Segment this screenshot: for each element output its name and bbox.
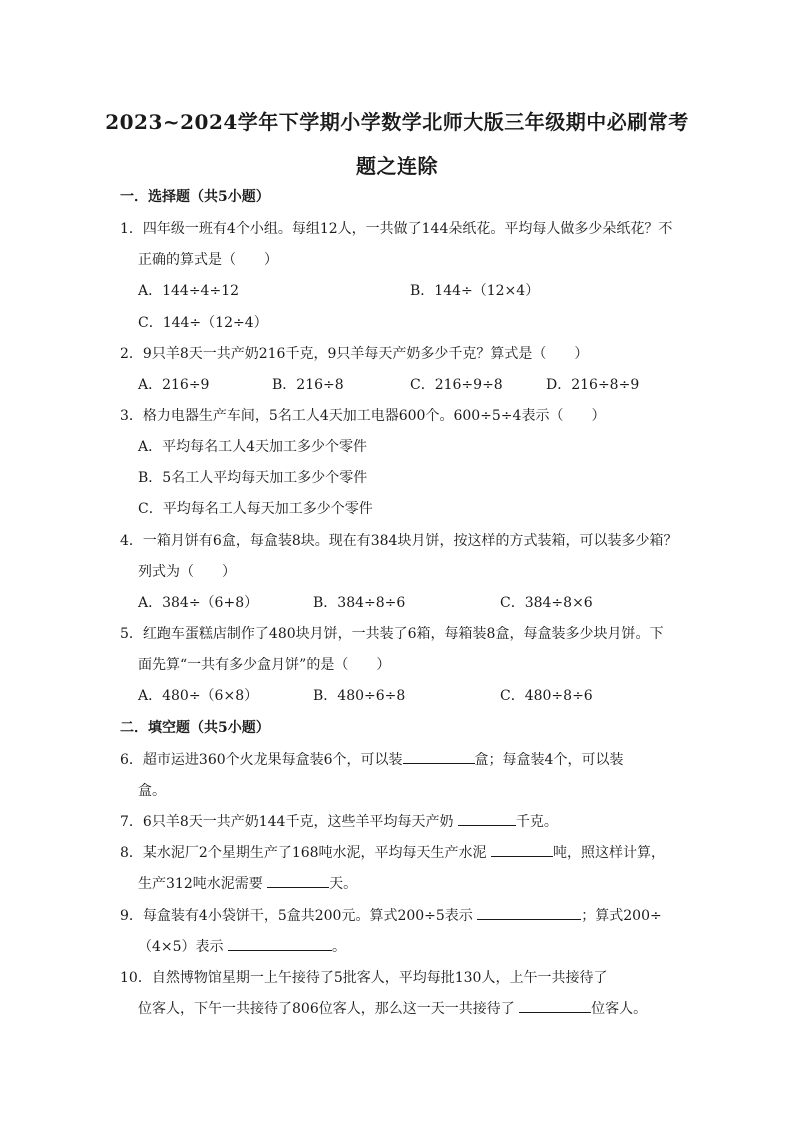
question-9-text-part-1: 9．每盒装有4小袋饼干，5盒共200元。算式200÷5表示: [120, 908, 478, 924]
question-8-blank-1[interactable]: [491, 844, 553, 857]
question-6-text-part-2: 盒；每盒装4个，可以装: [474, 752, 624, 768]
question-1-text: 1．四年级一班有4个小组。每组12人，一共做了144朵纸花。平均每人做多少朵纸花？不: [120, 221, 673, 237]
question-4-option-c[interactable]: C．384÷8×6: [500, 595, 593, 611]
question-7-blank-1[interactable]: [458, 813, 516, 826]
question-7-text-part-1: 7．6只羊8天一共产奶144千克，这些羊平均每天产奶: [120, 814, 458, 830]
question-9-text-cont: [138, 936, 698, 956]
question-10-text-part-2: 位客人，下午一共接待了806位客人，那么这一天一共接待了: [138, 1001, 520, 1017]
question-9-text: [120, 905, 680, 925]
question-3-option-a[interactable]: A．平均每名工人4天加工多少个零件: [138, 439, 368, 455]
question-9-text-part-4: 。: [332, 939, 346, 955]
question-2-option-c[interactable]: C．216÷9÷8: [410, 377, 503, 393]
question-6-blank-1[interactable]: [403, 751, 475, 764]
question-9-text-part-3: （4×5）表示: [138, 939, 228, 955]
question-10-text-cont: [138, 998, 698, 1018]
question-5-text-cont: 面先算“一共有多少盒月饼”的是（ ）: [138, 657, 391, 673]
question-5-option-a[interactable]: A．480÷（6×8）: [138, 688, 259, 704]
question-2-option-a[interactable]: A．216÷9: [138, 377, 210, 393]
question-10-text: 10．自然博物馆星期一上午接待了5批客人，平均每批130人，上午一共接待了: [120, 970, 608, 986]
question-6-text-cont: 盒。: [138, 783, 166, 799]
question-4-option-a[interactable]: A．384÷（6+8）: [138, 595, 259, 611]
document-title-line-1: 2023~2024学年下学期小学数学北师大版三年级期中必刷常考: [105, 110, 689, 134]
question-1-text-cont: 正确的算式是（ ）: [138, 252, 278, 268]
question-3-option-b[interactable]: B．5名工人平均每天加工多少个零件: [138, 470, 368, 486]
question-8-blank-2[interactable]: [267, 875, 329, 888]
question-5-option-c[interactable]: C．480÷8÷6: [500, 688, 593, 704]
question-10-blank-1[interactable]: [519, 1000, 591, 1013]
document-title-line-2: 题之连除: [356, 154, 438, 178]
section-heading-choice: 一．选择题（共5小题）: [120, 189, 270, 205]
question-2-option-b[interactable]: B．216÷8: [272, 377, 344, 393]
section-heading-fill-blank: 二．填空题（共5小题）: [120, 720, 270, 736]
question-8-text-part-4: 天。: [329, 876, 358, 892]
question-7-text: [120, 811, 680, 831]
question-5-text: 5．红跑车蛋糕店制作了480块月饼，一共装了6箱，每箱装8盒，每盒装多少块月饼。下: [120, 626, 664, 642]
question-8-text-part-3: 生产312吨水泥需要: [138, 876, 268, 892]
question-9-blank-2[interactable]: [228, 938, 332, 951]
question-4-text: 4．一箱月饼有6盒，每盒装8块。现在有384块月饼，按这样的方式装箱，可以装多少箱？: [120, 533, 678, 549]
question-2-text: 2．9只羊8天一共产奶216千克，9只羊每天产奶多少千克？算式是（ ）: [120, 346, 589, 362]
question-6-text-part-1: 6．超市运进360个火龙果每盒装6个，可以装: [120, 752, 403, 768]
question-1-option-c[interactable]: C．144÷（12÷4）: [138, 315, 268, 331]
question-8-text-part-2: 吨，照这样计算，: [553, 845, 665, 861]
question-1-option-b[interactable]: B．144÷（12×4）: [410, 283, 540, 299]
question-7-text-part-2: 千克。: [515, 814, 558, 830]
question-4-option-b[interactable]: B．384÷8÷6: [313, 595, 406, 611]
question-9-text-part-2: ；算式200÷: [581, 908, 662, 924]
question-10-text-part-3: 位客人。: [591, 1001, 648, 1017]
question-2-option-d[interactable]: D．216÷8÷9: [546, 377, 640, 393]
question-6-text: [120, 749, 680, 769]
question-8-text: [120, 842, 680, 862]
question-8-text-part-1: 8．某水泥厂2个星期生产了168吨水泥，平均每天生产水泥: [120, 845, 491, 861]
question-3-text: 3．格力电器生产车间，5名工人4天加工电器600个。600÷5÷4表示（ ）: [120, 408, 606, 424]
question-4-text-cont: 列式为（ ）: [138, 564, 236, 580]
question-9-blank-1[interactable]: [477, 907, 581, 920]
question-3-option-c[interactable]: C．平均每名工人每天加工多少个零件: [138, 501, 373, 517]
question-1-option-a[interactable]: A．144÷4÷12: [138, 283, 240, 299]
question-5-option-b[interactable]: B．480÷6÷8: [313, 688, 406, 704]
question-8-text-cont: [138, 873, 698, 893]
